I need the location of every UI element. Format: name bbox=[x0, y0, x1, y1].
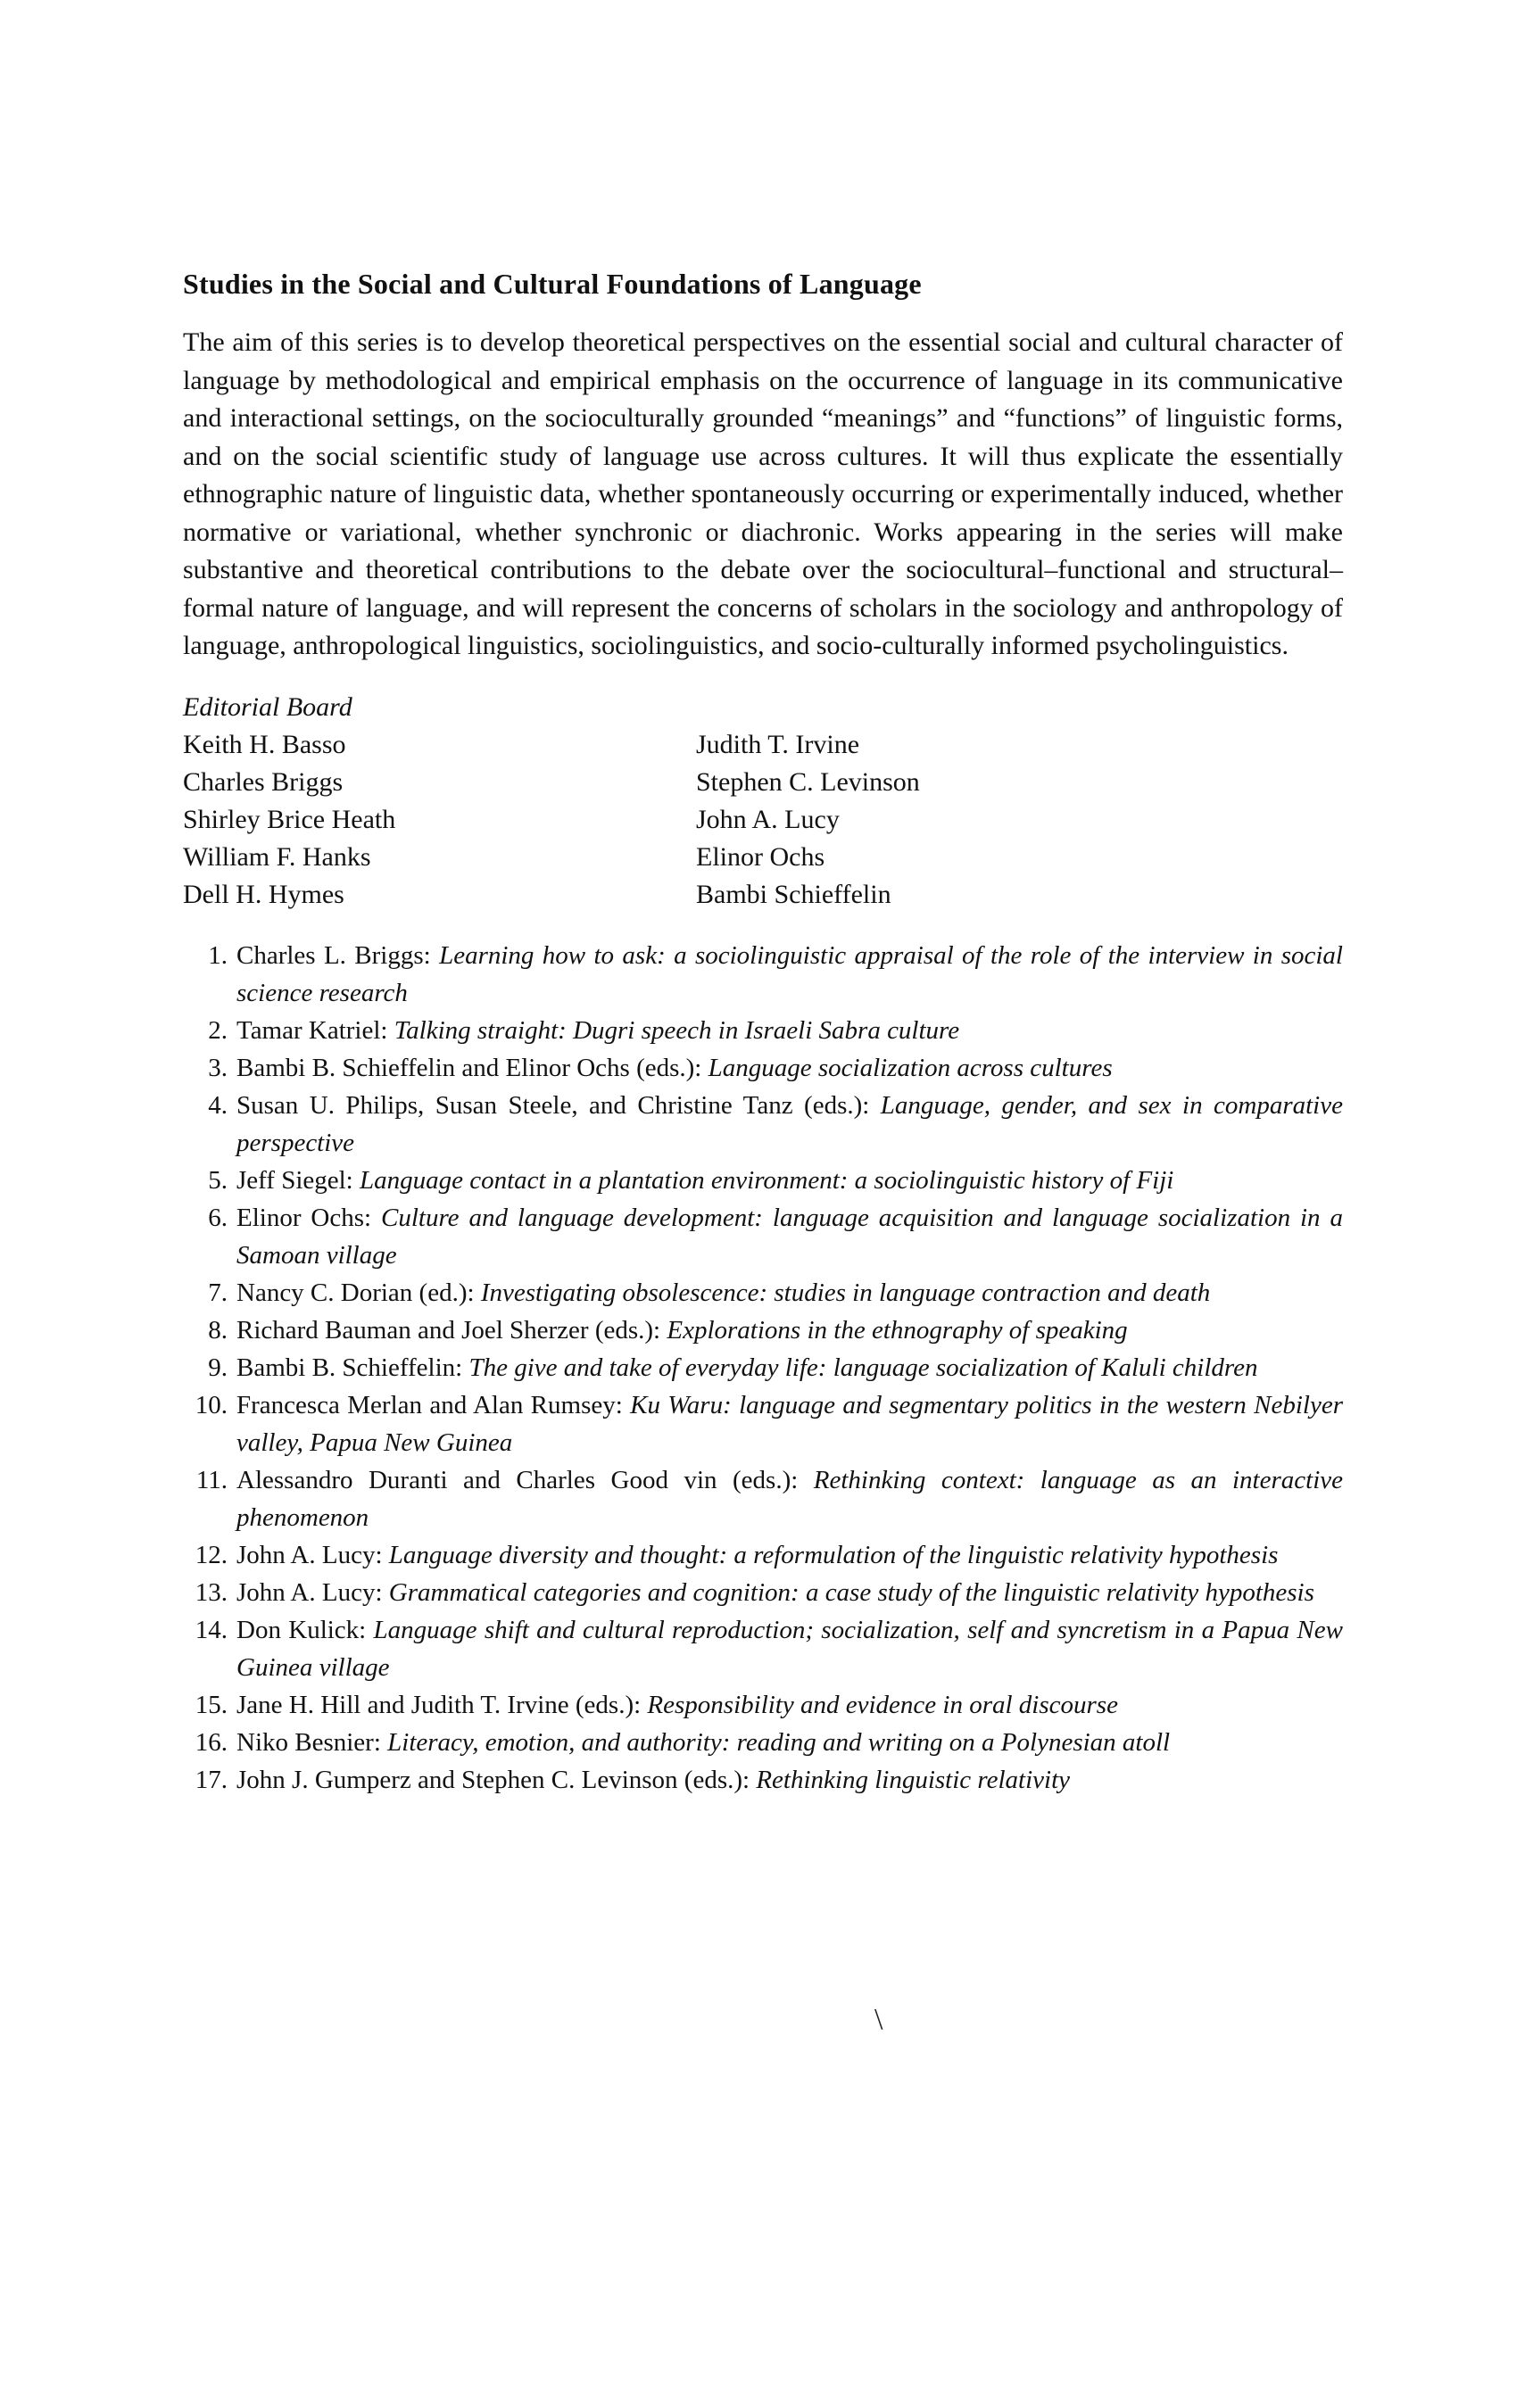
board-member: Charles Briggs bbox=[183, 766, 344, 797]
volume-title: Learning how to ask: a sociolinguistic appraisal of the role of the interview in social science research bbox=[236, 940, 1343, 1007]
board-member: Stephen C. Levinson bbox=[696, 766, 920, 797]
volume-author: Jane H. Hill and Judith T. Irvine (eds.): bbox=[236, 1690, 648, 1719]
board-member: Keith H. Basso bbox=[183, 729, 346, 759]
editorial-board-list bbox=[183, 726, 1343, 914]
volume-number: 16. bbox=[195, 1727, 228, 1757]
volume-author: Bambi B. Schieffelin: bbox=[236, 1353, 469, 1382]
list-item bbox=[183, 1199, 1343, 1274]
volume-title: Language, gender, and sex in comparative perspective bbox=[236, 1090, 1343, 1157]
series-title: Studies in the Social and Cultural Foundations of Language bbox=[183, 268, 922, 300]
volume-author: Elinor Ochs: bbox=[236, 1203, 381, 1232]
volume-title: Talking straight: Dugri speech in Israeli Sabra culture bbox=[394, 1015, 960, 1045]
series-page bbox=[183, 268, 1343, 1799]
volume-author: Niko Besnier: bbox=[236, 1727, 388, 1757]
volume-title: Rethinking context: language as an interactive phenomenon bbox=[236, 1465, 1343, 1532]
volume-title: Explorations in the ethnography of speaking bbox=[667, 1315, 1128, 1345]
list-item bbox=[183, 1349, 1343, 1386]
list-item bbox=[183, 1686, 1343, 1724]
volume-number: 15. bbox=[195, 1690, 228, 1719]
volume-number: 17. bbox=[195, 1765, 228, 1794]
list-item bbox=[183, 1724, 1343, 1761]
list-item bbox=[183, 1087, 1343, 1162]
list-item bbox=[183, 1049, 1343, 1087]
volume-author: John J. Gumperz and Stephen C. Levinson (eds.): bbox=[236, 1765, 757, 1794]
volume-number: 9. bbox=[208, 1353, 228, 1382]
volume-author: Francesca Merlan and Alan Rumsey: bbox=[236, 1390, 631, 1419]
board-member: Bambi Schieffelin bbox=[696, 879, 891, 909]
volume-author: Charles L. Briggs: bbox=[236, 940, 440, 970]
volume-number: 11. bbox=[195, 1465, 228, 1494]
volume-title: Literacy, emotion, and authority: reading and writing on a Polynesian atoll bbox=[387, 1727, 1171, 1757]
volume-title: Language socialization across cultures bbox=[708, 1053, 1113, 1082]
volume-title: Ku Waru: language and segmentary politics in the western Nebilyer valley, Papua New Guinea bbox=[236, 1390, 1343, 1457]
volume-number: 14. bbox=[195, 1615, 228, 1644]
volume-author: Don Kulick: bbox=[236, 1615, 374, 1644]
volume-author: Richard Bauman and Joel Sherzer (eds.): bbox=[236, 1315, 667, 1345]
volume-title: Investigating obsolescence: studies in language contraction and death bbox=[480, 1278, 1211, 1307]
board-member: Dell H. Hymes bbox=[183, 879, 344, 909]
board-member: Judith T. Irvine bbox=[696, 729, 860, 759]
volume-number: 6. bbox=[208, 1203, 228, 1232]
volume-number: 13. bbox=[195, 1577, 228, 1607]
page-mark: \ bbox=[874, 2003, 883, 2036]
volume-title: Language shift and cultural reproduction; socialization, self and syncretism in a Papua New Guinea village bbox=[236, 1615, 1343, 1682]
volume-title: Responsibility and evidence in oral discourse bbox=[647, 1690, 1118, 1719]
volume-number: 5. bbox=[208, 1165, 228, 1195]
volume-author: Nancy C. Dorian (ed.): bbox=[236, 1278, 481, 1307]
volume-number: 1. bbox=[208, 940, 228, 970]
list-item bbox=[183, 1162, 1343, 1199]
volume-author: John A. Lucy: bbox=[236, 1540, 389, 1569]
board-member: Shirley Brice Heath bbox=[183, 804, 396, 834]
list-item bbox=[183, 1312, 1343, 1349]
list-item bbox=[183, 1536, 1343, 1574]
list-item bbox=[183, 1611, 1343, 1686]
list-item bbox=[183, 1386, 1343, 1461]
board-member: William F. Hanks bbox=[183, 841, 371, 872]
volume-author: Jeff Siegel: bbox=[236, 1165, 360, 1195]
list-item bbox=[183, 1761, 1343, 1799]
volume-number: 2. bbox=[208, 1015, 228, 1045]
board-member: Elinor Ochs bbox=[696, 841, 825, 872]
volume-list bbox=[183, 937, 1343, 1799]
volume-title: Culture and language development: language acquisition and language socialization in a Samoan village bbox=[236, 1203, 1343, 1270]
list-item bbox=[183, 1574, 1343, 1611]
volume-title: The give and take of everyday life: language socialization of Kaluli children bbox=[468, 1353, 1258, 1382]
list-item bbox=[183, 1274, 1343, 1312]
volume-author: Susan U. Philips, Susan Steele, and Christine Tanz (eds.): bbox=[236, 1090, 881, 1120]
list-item bbox=[183, 937, 1343, 1012]
volume-author: Bambi B. Schieffelin and Elinor Ochs (eds.): bbox=[236, 1053, 708, 1082]
volume-number: 12. bbox=[195, 1540, 228, 1569]
board-member: John A. Lucy bbox=[696, 804, 840, 834]
editorial-board-heading: Editorial Board bbox=[183, 691, 352, 722]
volume-author: Tamar Katriel: bbox=[236, 1015, 394, 1045]
volume-number: 4. bbox=[208, 1090, 228, 1120]
series-aim-paragraph: The aim of this series is to develop theoretical perspectives on the essential social and cultural character of language by methodological and empirical emphasis on the occurrence of language in its communicative and interactional settings, on the socioculturally grounded “meanings” and “functions” of linguistic forms, and on the social scientific study of language use across cultures. It will thus explicate the essentially ethnographic nature of linguistic data, whether spontaneously occurring or experimentally induced, whether normative or variational, whether synchronic or diachronic. Works appearing in the series will make substantive and theoretical contributions to the debate over the sociocultural–functional and structural–formal nature of language, and will represent the concerns of scholars in the sociology and anthropology of language, anthropological linguistics, sociolinguistics, and socio-culturally informed psycholinguistics. bbox=[183, 327, 1343, 660]
volume-title: Language contact in a plantation environment: a sociolinguistic history of Fiji bbox=[360, 1165, 1174, 1195]
volume-title: Language diversity and thought: a reformulation of the linguistic relativity hypothesis bbox=[388, 1540, 1279, 1569]
list-item bbox=[183, 1012, 1343, 1049]
volume-author: Alessandro Duranti and Charles Good vin (eds.): bbox=[236, 1465, 814, 1494]
volume-number: 8. bbox=[208, 1315, 228, 1345]
volume-number: 10. bbox=[195, 1390, 228, 1419]
volume-author: John A. Lucy: bbox=[236, 1577, 389, 1607]
volume-number: 7. bbox=[208, 1278, 228, 1307]
volume-number: 3. bbox=[208, 1053, 228, 1082]
volume-title: Rethinking linguistic relativity bbox=[756, 1765, 1071, 1794]
volume-title: Grammatical categories and cognition: a case study of the linguistic relativity hypothesis bbox=[388, 1577, 1314, 1607]
list-item bbox=[183, 1461, 1343, 1536]
